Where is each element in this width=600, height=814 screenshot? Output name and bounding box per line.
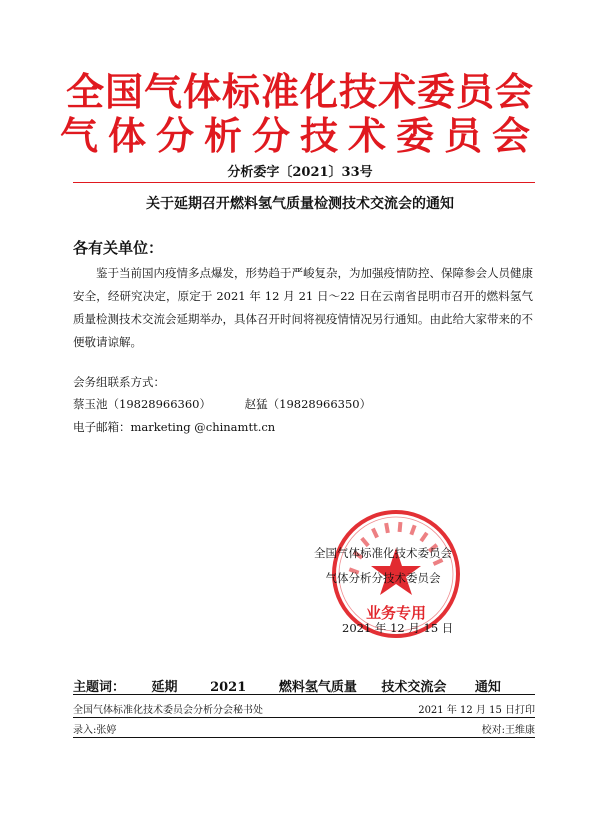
- footer-divider-top: [73, 694, 535, 695]
- footer-proofread-by: 校对:王维康: [481, 725, 535, 736]
- signature-org-2: 气体分析分技术委员会: [325, 571, 441, 585]
- contact-person-1: 蔡玉池（19828966360）: [73, 397, 211, 411]
- red-divider: [73, 182, 535, 183]
- footer-entered-by: 录入:张婷: [73, 725, 117, 736]
- keyword: 2021: [210, 680, 247, 695]
- footer-issuer-row: [73, 701, 535, 716]
- keyword: 燃料氢气质量: [278, 680, 357, 695]
- contact-email: 电子邮箱：marketing @chinamtt.cn: [73, 420, 276, 434]
- keyword: 通知: [474, 680, 501, 695]
- notice-title: 关于延期召开燃料氢气质量检测技术交流会的通知: [146, 196, 454, 212]
- keywords-label: 主题词：: [73, 680, 126, 695]
- keywords-row: [73, 676, 535, 695]
- recipient: 各有关单位：: [73, 239, 164, 257]
- keyword: 技术交流会: [381, 680, 447, 695]
- signature-date: 2021 年 12 月 15 日: [342, 621, 454, 635]
- footer-issuer: 全国气体标准化技术委员会分析分会秘书处: [73, 705, 263, 716]
- notice-body: 鉴于当前国内疫情多点爆发，形势趋于严峻复杂，为加强疫情防控、保障参会人员健康安全，经研究决定，原定于 2021 年 12 月 21 日～22 日在云南省昆明市召开的燃料氢气质量检测技术交流会延期举办，具体召开时间将视疫情情况另行通知。由此给大家带来的不便敬请谅解。: [73, 266, 533, 349]
- seal-text: 业务专用: [365, 604, 427, 622]
- signature-org-1: 全国气体标准化技术委员会: [314, 546, 452, 560]
- footer-divider-bottom: [73, 737, 535, 738]
- footer-print-date: 2021 年 12 月 15 日打印: [418, 705, 535, 716]
- contact-person-2: 赵猛（19828966350）: [244, 397, 372, 411]
- contact-label: 会务组联系方式：: [73, 375, 165, 389]
- document-number: 分析委字〔2021〕33号: [227, 165, 373, 180]
- org-title-line2: 气体分析分技术委员会: [59, 114, 540, 158]
- footer-staff-row: [73, 721, 535, 736]
- footer-divider-mid: [73, 717, 535, 718]
- keyword: 延期: [151, 680, 178, 695]
- contact-persons: [73, 396, 371, 412]
- org-title-line1: 全国气体标准化技术委员会: [65, 70, 534, 114]
